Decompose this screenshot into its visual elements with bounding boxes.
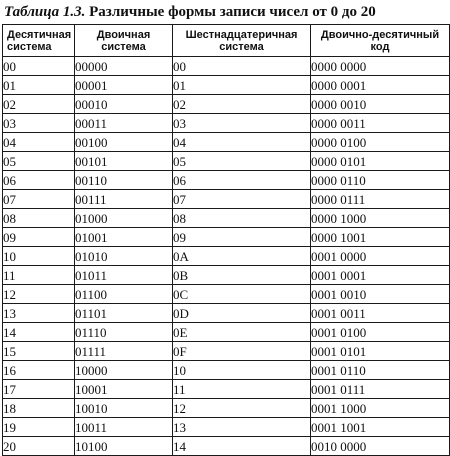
- table-row: [3, 437, 450, 456]
- cell-decimal: 20: [3, 437, 75, 456]
- cell-binary: 01000: [75, 209, 173, 228]
- cell-hexadecimal: 00: [173, 57, 311, 76]
- table-caption-title: Различные формы записи чисел от 0 до 20: [89, 4, 376, 20]
- cell-decimal: 18: [3, 399, 75, 418]
- table-row: [3, 114, 450, 133]
- table-row: [3, 228, 450, 247]
- cell-binary: 00100: [75, 133, 173, 152]
- cell-bcd: 0001 0011: [311, 304, 450, 323]
- cell-hexadecimal: 01: [173, 76, 311, 95]
- table-row: [3, 418, 450, 437]
- cell-binary: 00011: [75, 114, 173, 133]
- cell-decimal: 01: [3, 76, 75, 95]
- cell-hexadecimal: 04: [173, 133, 311, 152]
- cell-bcd: 0000 0101: [311, 152, 450, 171]
- cell-decimal: 07: [3, 190, 75, 209]
- cell-hexadecimal: 14: [173, 437, 311, 456]
- cell-bcd: 0000 0011: [311, 114, 450, 133]
- cell-hexadecimal: 02: [173, 95, 311, 114]
- cell-decimal: 03: [3, 114, 75, 133]
- cell-decimal: 09: [3, 228, 75, 247]
- header-binary: Двоичная система: [75, 25, 173, 57]
- cell-hexadecimal: 0D: [173, 304, 311, 323]
- cell-bcd: 0000 0110: [311, 171, 450, 190]
- cell-bcd: 0010 0000: [311, 437, 450, 456]
- table-row: [3, 266, 450, 285]
- cell-binary: 00111: [75, 190, 173, 209]
- cell-bcd: 0000 0111: [311, 190, 450, 209]
- cell-binary: 10100: [75, 437, 173, 456]
- number-forms-table: [2, 24, 450, 456]
- table-row: [3, 304, 450, 323]
- header-bcd: Двоично-десятичный код: [311, 25, 450, 57]
- cell-decimal: 08: [3, 209, 75, 228]
- table-row: [3, 57, 450, 76]
- table-row: [3, 399, 450, 418]
- cell-binary: 01100: [75, 285, 173, 304]
- cell-binary: 01111: [75, 342, 173, 361]
- cell-decimal: 17: [3, 380, 75, 399]
- table-row: [3, 323, 450, 342]
- cell-bcd: 0000 0010: [311, 95, 450, 114]
- cell-bcd: 0001 0100: [311, 323, 450, 342]
- cell-binary: 10011: [75, 418, 173, 437]
- cell-binary: 00101: [75, 152, 173, 171]
- cell-decimal: 12: [3, 285, 75, 304]
- cell-binary: 10001: [75, 380, 173, 399]
- cell-bcd: 0001 0101: [311, 342, 450, 361]
- cell-binary: 00110: [75, 171, 173, 190]
- table-row: [3, 285, 450, 304]
- cell-binary: 10000: [75, 361, 173, 380]
- cell-decimal: 16: [3, 361, 75, 380]
- cell-hexadecimal: 0B: [173, 266, 311, 285]
- table-body: [3, 57, 450, 456]
- cell-hexadecimal: 10: [173, 361, 311, 380]
- cell-bcd: 0001 0001: [311, 266, 450, 285]
- cell-binary: 01011: [75, 266, 173, 285]
- cell-binary: 10010: [75, 399, 173, 418]
- table-row: [3, 171, 450, 190]
- cell-bcd: 0000 0000: [311, 57, 450, 76]
- cell-decimal: 13: [3, 304, 75, 323]
- cell-decimal: 10: [3, 247, 75, 266]
- table-header: [3, 25, 450, 57]
- cell-hexadecimal: 09: [173, 228, 311, 247]
- cell-hexadecimal: 11: [173, 380, 311, 399]
- table-row: [3, 133, 450, 152]
- table-row: [3, 76, 450, 95]
- cell-hexadecimal: 0F: [173, 342, 311, 361]
- cell-decimal: 02: [3, 95, 75, 114]
- cell-hexadecimal: 13: [173, 418, 311, 437]
- cell-bcd: 0001 0010: [311, 285, 450, 304]
- cell-binary: 01010: [75, 247, 173, 266]
- cell-bcd: 0000 0100: [311, 133, 450, 152]
- cell-binary: 01110: [75, 323, 173, 342]
- cell-hexadecimal: 07: [173, 190, 311, 209]
- table-row: [3, 380, 450, 399]
- cell-hexadecimal: 06: [173, 171, 311, 190]
- cell-bcd: 0001 1000: [311, 399, 450, 418]
- cell-bcd: 0001 1001: [311, 418, 450, 437]
- cell-bcd: 0001 0111: [311, 380, 450, 399]
- cell-binary: 01101: [75, 304, 173, 323]
- cell-decimal: 15: [3, 342, 75, 361]
- table-row: [3, 209, 450, 228]
- table-row: [3, 95, 450, 114]
- cell-hexadecimal: 08: [173, 209, 311, 228]
- cell-hexadecimal: 03: [173, 114, 311, 133]
- cell-hexadecimal: 0A: [173, 247, 311, 266]
- cell-decimal: 14: [3, 323, 75, 342]
- cell-decimal: 19: [3, 418, 75, 437]
- cell-bcd: 0000 1001: [311, 228, 450, 247]
- cell-decimal: 00: [3, 57, 75, 76]
- cell-decimal: 04: [3, 133, 75, 152]
- cell-hexadecimal: 0C: [173, 285, 311, 304]
- cell-binary: 00001: [75, 76, 173, 95]
- table-caption: [4, 1, 448, 23]
- cell-binary: 01001: [75, 228, 173, 247]
- table-row: [3, 152, 450, 171]
- header-hexadecimal: Шестнадцатеричная система: [173, 25, 311, 57]
- cell-hexadecimal: 0E: [173, 323, 311, 342]
- cell-decimal: 05: [3, 152, 75, 171]
- table-row: [3, 190, 450, 209]
- cell-decimal: 06: [3, 171, 75, 190]
- cell-hexadecimal: 12: [173, 399, 311, 418]
- cell-bcd: 0000 1000: [311, 209, 450, 228]
- table-row: [3, 361, 450, 380]
- cell-binary: 00000: [75, 57, 173, 76]
- cell-binary: 00010: [75, 95, 173, 114]
- table-row: [3, 247, 450, 266]
- cell-bcd: 0000 0001: [311, 76, 450, 95]
- table-row: [3, 342, 450, 361]
- cell-decimal: 11: [3, 266, 75, 285]
- cell-hexadecimal: 05: [173, 152, 311, 171]
- cell-bcd: 0001 0000: [311, 247, 450, 266]
- header-decimal: Десятичная система: [3, 25, 75, 57]
- table-caption-number: Таблица 1.3.: [4, 4, 86, 20]
- cell-bcd: 0001 0110: [311, 361, 450, 380]
- header-row: [3, 25, 450, 57]
